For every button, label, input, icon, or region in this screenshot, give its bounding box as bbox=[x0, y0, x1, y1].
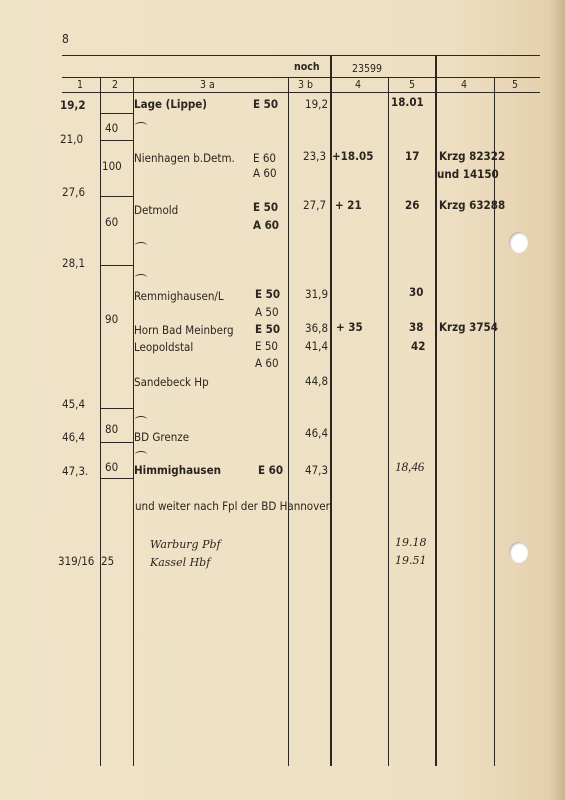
signal: E 50 bbox=[255, 287, 281, 301]
station-name: Detmold bbox=[134, 203, 179, 217]
station-time: 17 bbox=[405, 149, 420, 163]
signal: E 60 bbox=[258, 463, 284, 477]
station-km: 44,8 bbox=[305, 374, 329, 388]
train-number: 23599 bbox=[352, 63, 383, 75]
km-value: 47,3. bbox=[62, 464, 89, 478]
km-value: 46,4 bbox=[62, 430, 86, 444]
station-time: 30 bbox=[409, 285, 424, 299]
speed-limit: 90 bbox=[105, 312, 119, 326]
station-name: Nienhagen b.Detm. bbox=[134, 151, 235, 165]
station-km: 23,3 bbox=[303, 149, 327, 163]
station-note: Krzg 63288 bbox=[439, 198, 506, 212]
punch-hole bbox=[509, 542, 528, 563]
station-name: Horn Bad Meinberg bbox=[134, 323, 234, 337]
header-col-5b: 5 bbox=[512, 79, 519, 91]
km-value: 27,6 bbox=[62, 185, 86, 199]
speed-limit: 25 bbox=[101, 554, 115, 568]
signal: E 50 bbox=[255, 339, 278, 353]
signal: A 60 bbox=[253, 166, 277, 180]
station-km: 31,9 bbox=[305, 287, 329, 301]
arc-mark bbox=[135, 274, 147, 281]
arc-mark bbox=[135, 451, 147, 458]
col-line-7 bbox=[494, 78, 495, 766]
station-time: 18.01 bbox=[391, 95, 424, 109]
station-note: Krzg 82322 bbox=[439, 149, 506, 163]
header-col-4: 4 bbox=[355, 79, 362, 91]
extra-station: Warburg Pbf bbox=[150, 538, 221, 551]
station-arrival: + 21 bbox=[335, 198, 362, 212]
station-name: Lage (Lippe) bbox=[134, 97, 208, 111]
station-time: 26 bbox=[405, 198, 420, 212]
arc-mark bbox=[135, 416, 147, 423]
speed-limit: 100 bbox=[102, 159, 122, 173]
header-col-1: 1 bbox=[77, 79, 84, 91]
station-name: Remmighausen/L bbox=[134, 289, 224, 303]
station-km: 41,4 bbox=[305, 339, 329, 353]
station-km: 36,8 bbox=[305, 321, 329, 335]
km-value: 21,0 bbox=[60, 132, 84, 146]
km-value: 28,1 bbox=[62, 256, 86, 270]
station-arrival: +18.05 bbox=[332, 149, 374, 163]
station-time: 42 bbox=[411, 339, 426, 353]
station-km: 19,2 bbox=[305, 97, 329, 111]
speed-limit: 60 bbox=[105, 460, 119, 474]
noch-label: noch bbox=[294, 61, 320, 73]
header-col-5: 5 bbox=[409, 79, 416, 91]
station-name: BD Grenze bbox=[134, 430, 190, 444]
arc-mark bbox=[135, 122, 147, 129]
station-name: Leopoldstal bbox=[134, 340, 194, 354]
station-km: 46,4 bbox=[305, 426, 329, 440]
signal: A 60 bbox=[253, 218, 280, 232]
header-col-3a: 3 a bbox=[200, 79, 215, 91]
col-line-1 bbox=[100, 78, 101, 766]
signal: E 50 bbox=[253, 200, 279, 214]
header-col-3b: 3 b bbox=[298, 79, 314, 91]
col-line-6 bbox=[435, 55, 437, 766]
station-time: 38 bbox=[409, 320, 424, 334]
speed-limit: 40 bbox=[105, 121, 119, 135]
extra-station: Kassel Hbf bbox=[150, 556, 211, 569]
col-line-3 bbox=[288, 78, 289, 766]
speed-limit: 60 bbox=[105, 215, 119, 229]
col-line-5 bbox=[388, 78, 389, 766]
top-rule bbox=[62, 55, 540, 56]
km-value: 45,4 bbox=[62, 397, 86, 411]
header-col-2: 2 bbox=[112, 79, 119, 91]
station-km: 27,7 bbox=[303, 198, 327, 212]
arc-mark bbox=[135, 242, 147, 249]
station-arrival: + 35 bbox=[336, 320, 363, 334]
extra-time: 19.18 bbox=[395, 536, 427, 549]
page-edge-shadow bbox=[551, 0, 565, 800]
signal: A 50 bbox=[255, 305, 279, 319]
signal: A 60 bbox=[255, 356, 279, 370]
station-name: Himmighausen bbox=[134, 463, 221, 477]
signal: E 50 bbox=[255, 322, 281, 336]
speed-limit: 80 bbox=[105, 422, 119, 436]
km-value: 319/16 bbox=[58, 554, 95, 568]
header-col-4b: 4 bbox=[461, 79, 468, 91]
page-number: 8 bbox=[62, 32, 69, 46]
signal: E 60 bbox=[253, 151, 276, 165]
signal: E 50 bbox=[253, 97, 279, 111]
punch-hole bbox=[509, 232, 528, 253]
continuation-note: und weiter nach Fpl der BD Hannover bbox=[135, 499, 330, 513]
extra-time: 19.51 bbox=[395, 554, 427, 567]
station-name: Sandebeck Hp bbox=[134, 375, 209, 389]
station-note: und 14150 bbox=[437, 167, 499, 181]
km-value: 19,2 bbox=[60, 98, 86, 112]
station-note: Krzg 3754 bbox=[439, 320, 498, 334]
handwritten-time: 18,46 bbox=[395, 459, 425, 474]
station-km: 47,3 bbox=[305, 463, 329, 477]
